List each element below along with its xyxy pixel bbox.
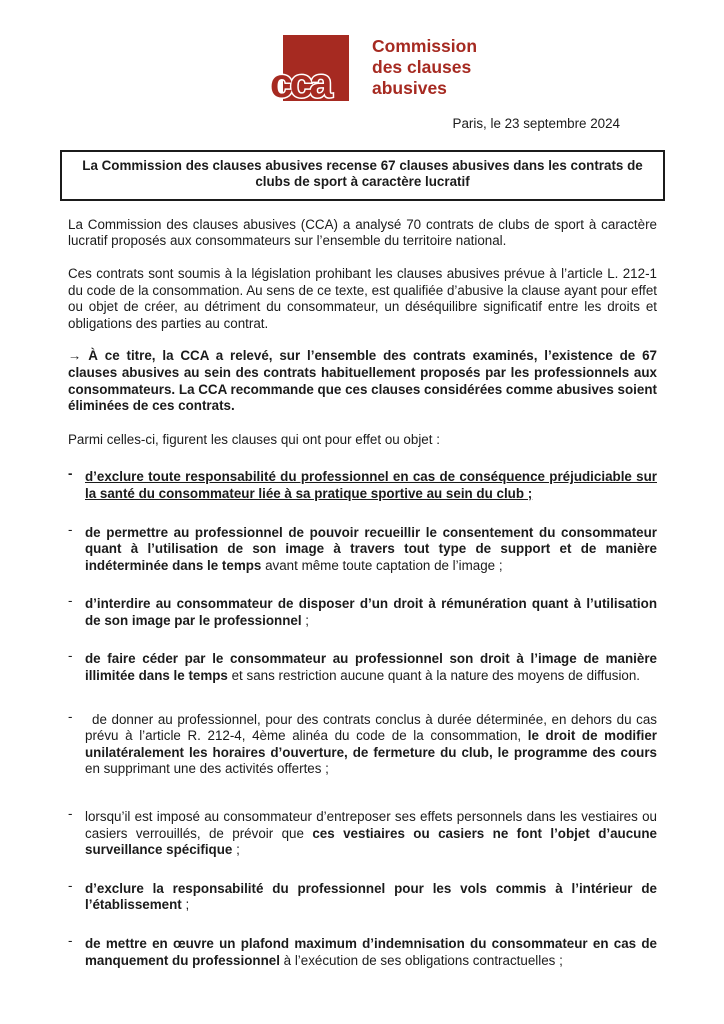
clause-text-segment: ; bbox=[301, 612, 309, 628]
clause-text-segment: en supprimant une des activités offertes ; bbox=[85, 761, 329, 777]
clause-item bbox=[68, 933, 657, 969]
clause-item bbox=[68, 806, 657, 859]
cca-logo-letters: cca bbox=[270, 60, 330, 106]
cca-logo bbox=[270, 35, 657, 106]
clause-text-segment: d’interdire au consommateur de disposer d’un droit à rémunération quant à l’utilisation de son image par le professionnel bbox=[85, 596, 657, 628]
clause-item bbox=[68, 708, 657, 778]
clause-text-segment: ces vestiaires ou casiers ne font l’objet d’aucune surveillance spécifique bbox=[85, 825, 657, 858]
clause-text-segment: de permettre au professionnel de pouvoir recueillir le consentement du consommateur quant à l’utilisation de son image à travers tout type de support et de manière indéterminée dans le temps bbox=[85, 524, 657, 573]
bullet-dash-icon: - bbox=[68, 708, 73, 724]
intro-paragraph: La Commission des clauses abusives (CCA) a analysé 70 contrats de clubs de sport à caractère lucratif proposés aux consommateurs sur l’ensemble du territoire national. bbox=[68, 216, 657, 249]
bullet-dash-icon: - bbox=[68, 593, 73, 609]
bullet-dash-icon: - bbox=[68, 933, 73, 948]
bullet-dash-icon: - bbox=[68, 521, 73, 537]
clause-text-segment: lorsqu’il est imposé au consommateur d’entreposer ses effets personnels dans les vestiaires ou casiers verrouillés, de prévoir que bbox=[85, 809, 657, 841]
headline-box bbox=[60, 150, 665, 201]
clause-text-segment: avant même toute captation de l’image ; bbox=[261, 557, 503, 573]
clause-item bbox=[68, 521, 657, 575]
clause-item bbox=[68, 877, 657, 914]
clause-text-segment: et sans restriction aucune quant à la nature des moyens de diffusion. bbox=[227, 668, 641, 684]
org-name-line-3: abusives bbox=[372, 78, 447, 98]
dateline: Paris, le 23 septembre 2024 bbox=[452, 116, 620, 131]
clauses-lead-paragraph: Parmi celles-ci, figurent les clauses qui ont pour effet ou objet : bbox=[68, 431, 440, 447]
findings-paragraph: → À ce titre, la CCA a relevé, sur l’ensemble des contrats examinés, l’existence de 67 clauses abusives au sein des contrats habituellement proposés par les professionnels aux consommateurs. La CCA recommande que ces clauses considérées comme abusives soient éliminées de ces contrats. bbox=[68, 348, 657, 414]
clause-item bbox=[68, 593, 657, 629]
org-name-line-2: des clauses bbox=[372, 57, 472, 77]
bullet-dash-icon: - bbox=[68, 877, 73, 893]
clause-text-segment: de mettre en œuvre un plafond maximum d’indemnisation du consommateur en cas de manquement du professionnel bbox=[85, 936, 657, 968]
bullet-dash-icon: - bbox=[68, 648, 73, 664]
clause-item bbox=[68, 466, 657, 502]
bullet-dash-icon: - bbox=[68, 806, 73, 822]
headline-text: La Commission des clauses abusives recense 67 clauses abusives dans les contrats de clubs de sport à caractère lucratif bbox=[82, 157, 643, 190]
clause-text-segment: à l’exécution de ses obligations contractuelles ; bbox=[279, 952, 563, 968]
clause-text-segment: d’exclure la responsabilité du professionnel pour les vols commis à l’intérieur de l’établissement bbox=[85, 880, 657, 913]
clause-text-segment: ; bbox=[232, 842, 240, 858]
clause-item bbox=[68, 648, 657, 684]
clause-text-segment: ; bbox=[181, 897, 190, 913]
org-name-line-1: Commission bbox=[372, 36, 478, 56]
legal-basis-paragraph: Ces contrats sont soumis à la législation prohibant les clauses abusives prévue à l’article L. 212-1 du code de la consommation. Au sens de ce texte, est qualifiée d’abusive la clause ayant pour effet ou objet de créer, au détriment du consommateur, un déséquilibre significatif entre les droits et obligations des parties au contrat. bbox=[68, 265, 657, 331]
cca-logo-mark bbox=[270, 35, 364, 106]
clause-text-segment: le droit de modifier unilatéralement les horaires d’ouverture, de fermeture du club, le programme des cours bbox=[85, 728, 657, 760]
clause-text-segment: de donner au professionnel, pour des contrats conclus à durée déterminée, en dehors du cas prévu à l’article R. 212-4, 4ème alinéa du code de la consommation, bbox=[85, 711, 657, 744]
clauses-list bbox=[68, 466, 657, 969]
bullet-dash-icon: - bbox=[68, 466, 73, 482]
org-name bbox=[372, 36, 477, 99]
clause-text-segment: d’exclure toute responsabilité du professionnel en cas de conséquence préjudiciable sur la santé du consommateur liée à sa pratique sportive au sein du club ; bbox=[85, 469, 657, 501]
clause-text-segment: de faire céder par le consommateur au professionnel son droit à l’image de manière illimitée dans le temps bbox=[85, 651, 657, 684]
